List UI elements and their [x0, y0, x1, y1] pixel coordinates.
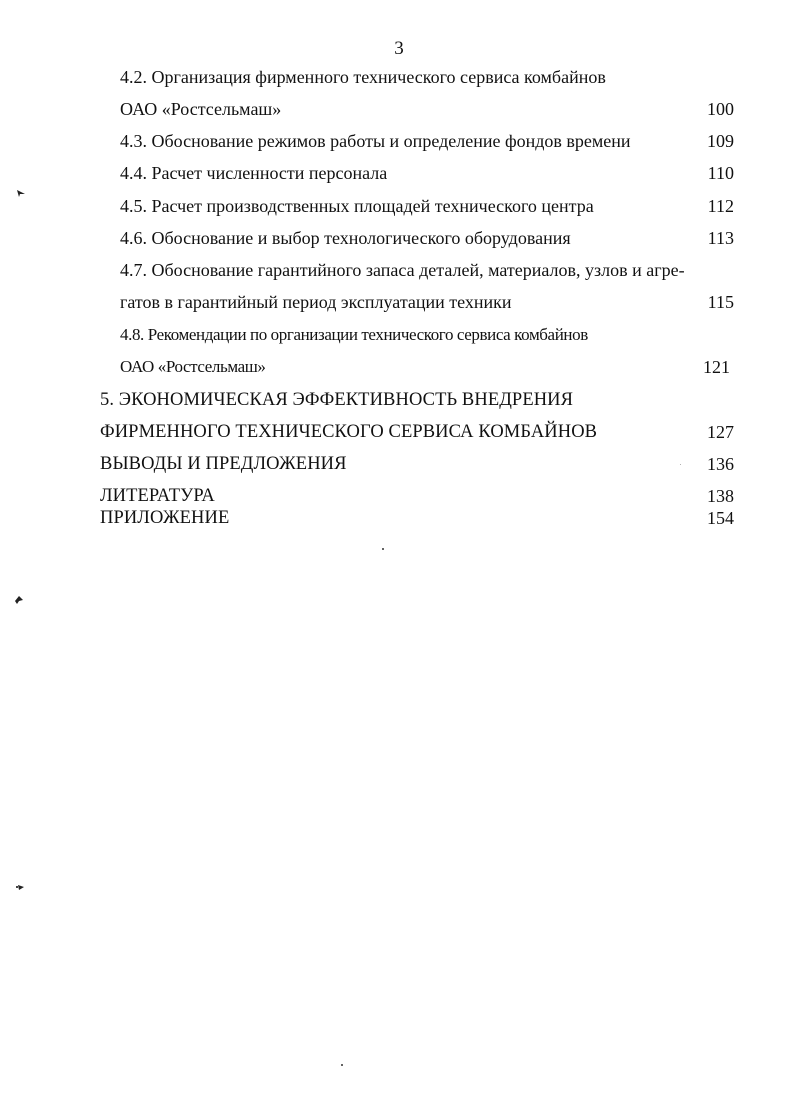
page-number: 3: [394, 38, 404, 59]
toc-entry-4-5: 4.5. Расчет производственных площадей технического центра: [120, 196, 594, 216]
toc-entry-4-4: 4.4. Расчет численности персонала: [120, 163, 388, 183]
toc-entry-4-2-line-1: 4.2. Организация фирменного технического сервиса комбайнов: [120, 67, 606, 87]
toc-entry-4-8-page: 121: [703, 357, 730, 377]
toc-appendix: ПРИЛОЖЕНИЕ: [100, 508, 230, 528]
toc-section-5-line-2: ФИРМЕННОГО ТЕХНИЧЕСКОГО СЕРВИСА КОМБАЙНОВ: [100, 422, 598, 442]
scan-speck-1: [382, 548, 384, 550]
toc-entry-4-6: 4.6. Обоснование и выбор технологического оборудования: [120, 228, 571, 248]
toc-entry-4-6-page: 113: [707, 228, 734, 248]
toc-entry-4-7-page: 115: [707, 292, 734, 312]
toc-conclusions: ВЫВОДЫ И ПРЕДЛОЖЕНИЯ: [100, 454, 347, 474]
toc-entry-4-8-line-2: ОАО «Ростсельмаш»: [120, 357, 266, 376]
scan-mark-2: [14, 595, 24, 605]
toc-entry-4-5-page: 112: [707, 196, 734, 216]
toc-entry-4-2-page: 100: [707, 99, 734, 119]
scan-mark-1: [16, 188, 26, 198]
toc-entry-4-7-line-2: гатов в гарантийный период эксплуатации техники: [120, 292, 512, 312]
toc-literature: ЛИТЕРАТУРА: [100, 486, 215, 506]
toc-entry-4-4-page: 110: [707, 163, 734, 183]
toc-entry-4-7-line-1: 4.7. Обоснование гарантийного запаса деталей, материалов, узлов и агре-: [120, 260, 685, 280]
toc-entry-4-3-page: 109: [707, 131, 734, 151]
toc-section-5-line-1: 5. ЭКОНОМИЧЕСКАЯ ЭФФЕКТИВНОСТЬ ВНЕДРЕНИЯ: [100, 390, 574, 410]
scan-mark-3: [16, 882, 26, 892]
scan-speck-2: [341, 1064, 343, 1066]
toc-entry-4-2-line-2: ОАО «Ростсельмаш»: [120, 99, 282, 119]
toc-literature-page: 138: [707, 486, 734, 506]
toc-conclusions-page: 136: [707, 454, 734, 474]
toc-entry-4-8-line-1: 4.8. Рекомендации по организации технического сервиса комбайнов: [120, 325, 588, 344]
scan-speck-3: [680, 464, 681, 465]
toc-entry-4-3: 4.3. Обоснование режимов работы и определение фондов времени: [120, 131, 631, 151]
toc-section-5-page: 127: [707, 422, 734, 442]
toc-appendix-page: 154: [707, 508, 734, 528]
